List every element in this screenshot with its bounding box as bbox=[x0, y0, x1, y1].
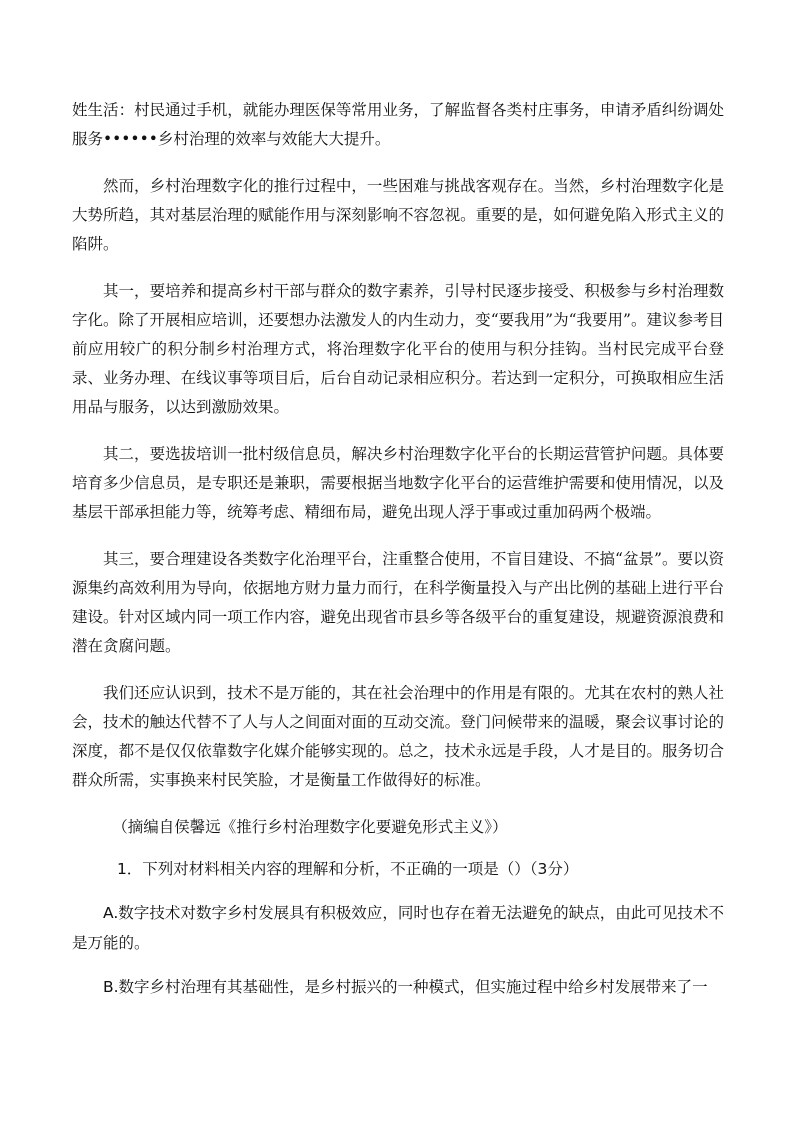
passage-paragraph-second-measure: 其二，要选拔培训一批村级信息员，解决乡村治理数字化平台的长期运营管护问题。具体要培育多少信息员，是专职还是兼职，需要根据当地数字化平台的运营维护需要和使用情况，以及基层干部承担能力等，统筹考虑、精细布局，避免出现人浮于事或过重加码两个极端。 bbox=[72, 445, 724, 521]
passage-paragraph-third-measure: 其三，要合理建设各类数字化治理平台，注重整合使用，不盲目建设、不搞“盆景”。要以资源集约高效利用为导向，依据地方财力量力而行，在科学衡量投入与产出比例的基础上进行平台建设。针对区域内同一项工作内容，避免出现省市县乡等各级平台的重复建设，规避资源浪费和潜在贪腐问题。 bbox=[72, 550, 724, 655]
passage-paragraph-conclusion: 我们还应认识到，技术不是万能的，其在社会治理中的作用是有限的。尤其在农村的熟人社会，技术的触达代替不了人与人之间面对面的互动交流。登门问候带来的温暖，聚会议事讨论的深度，都不是仅仅依靠数字化媒介能够实现的。总之，技术永远是手段，人才是目的。服务切合群众所需，实事换来村民笑脸，才是衡量工作做得好的标准。 bbox=[72, 684, 724, 789]
passage-paragraph-challenges: 然而，乡村治理数字化的推行过程中，一些困难与挑战客观存在。当然，乡村治理数字化是大势所趋，其对基层治理的赋能作用与深刻影响不容忽视。重要的是，如何避免陷入形式主义的陷阱。 bbox=[72, 177, 724, 253]
question-option-a: A.数字技术对数字乡村发展具有积极效应，同时也存在着无法避免的缺点，由此可见技术不是万能的。 bbox=[72, 904, 724, 952]
document-page bbox=[72, 96, 724, 1016]
question-option-b: B.数字乡村治理有其基础性，是乡村振兴的一种模式，但实施过程中给乡村发展带来了一 bbox=[103, 978, 708, 996]
question-stem: 1．下列对材料相关内容的理解和分析，不正确的一项是（）（3分） bbox=[116, 860, 579, 878]
passage-source: （摘编自侯馨远《推行乡村治理数字化要避免形式主义》） bbox=[112, 818, 508, 836]
passage-paragraph-continued: 姓生活：村民通过手机，就能办理医保等常用业务，了解监督各类村庄事务，申请矛盾纠纷调处服务••••••乡村治理的效率与效能大大提升。 bbox=[72, 101, 724, 148]
passage-paragraph-first-measure: 其一，要培养和提高乡村干部与群众的数字素养，引导村民逐步接受、积极参与乡村治理数字化。除了开展相应培训，还要想办法激发人的内生动力，变“要我用”为“我要用”。建议参考目前应用较广的积分制乡村治理方式，将治理数字化平台的使用与积分挂钩。当村民完成平台登录、业务办理、在线议事等项目后，后台自动记录相应积分。若达到一定积分，可换取相应生活用品与服务，以达到激励效果。 bbox=[72, 282, 724, 416]
